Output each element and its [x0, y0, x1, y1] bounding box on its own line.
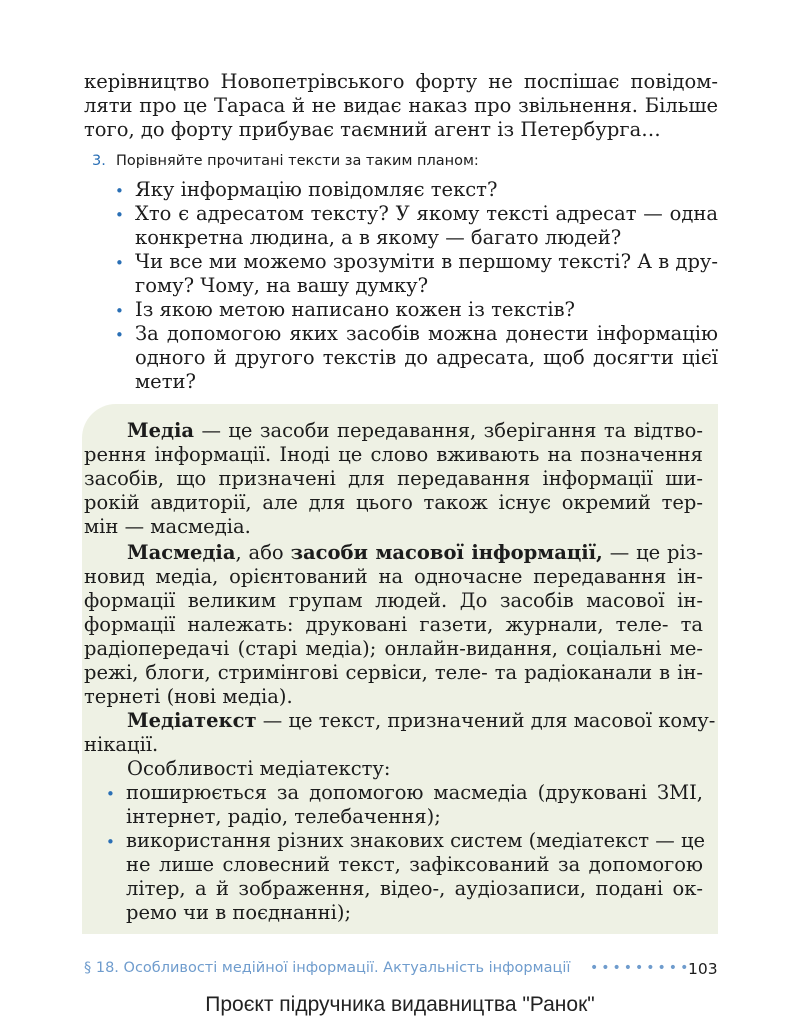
- intro-line: того, до форту прибуває таємний агент із Петербурга…: [84, 118, 661, 141]
- term-massmedia: Масмедіа: [127, 541, 236, 564]
- task-instruction: Порівняйте прочитані тексти за таким планом:: [116, 153, 479, 169]
- term-mass-media-means: засоби масової інформації,: [290, 541, 603, 564]
- bullet-icon: •: [106, 833, 115, 851]
- footer-dot-leader: •••••••••: [590, 960, 692, 976]
- bullet-icon: •: [115, 326, 124, 344]
- term-media: Медіа: [127, 419, 195, 442]
- definition-text: , або: [235, 541, 291, 564]
- massmedia-definition-line: тернеті (нові медіа).: [84, 685, 293, 708]
- bullet-icon: •: [106, 785, 115, 803]
- bullet-icon: •: [115, 182, 124, 200]
- media-definition-line: [127, 419, 703, 443]
- publisher-caption: Проєкт підручника видавництва "Ранок": [205, 993, 595, 1016]
- media-definition-line: мін — масмедіа.: [84, 515, 251, 538]
- features-heading: Особливості медіатексту:: [127, 757, 391, 780]
- definition-text: — це текст, призначений для масової кому-: [256, 709, 716, 732]
- definition-text: — це різ-: [602, 541, 704, 564]
- question-item-cont: гому? Чому, на вашу думку?: [135, 274, 429, 297]
- feature-item-cont: не лише словесний текст, зафіксований за допомогою: [126, 853, 703, 876]
- massmedia-definition-line: новид медіа, орієнтований на одночасне передавання ін-: [84, 565, 703, 588]
- bullet-icon: •: [115, 206, 124, 224]
- massmedia-definition-line: режі, блоги, стримінгові сервіси, теле- та радіоканали в ін-: [84, 661, 703, 684]
- question-item-cont: одного й другого текстів до адресата, щоб досягти цієї: [135, 346, 718, 369]
- feature-item: поширюється за допомогою масмедіа (друковані ЗМІ,: [126, 781, 703, 804]
- bullet-icon: •: [115, 254, 124, 272]
- feature-item: використання різних знакових систем (медіатекст — це: [126, 829, 706, 852]
- media-definition-line: рокій авдиторії, але для цього також існує окремий тер-: [84, 491, 703, 514]
- media-definition-line: рення інформації. Іноді це слово вживають на позначення: [84, 443, 703, 466]
- definition-text: — це засоби передавання, зберігання та відтво-: [194, 419, 703, 442]
- feature-item-cont: інтернет, радіо, телебачення);: [126, 805, 441, 828]
- massmedia-definition-line: [127, 541, 703, 565]
- bullet-icon: •: [115, 302, 124, 320]
- feature-item-cont: літер, а й зображення, відео-, аудіозаписи, подані ок-: [126, 877, 703, 900]
- task-number: 3.: [92, 153, 106, 169]
- question-item-cont: конкретна людина, а в якому — багато людей?: [135, 226, 622, 249]
- mediatext-definition-line: [127, 709, 716, 733]
- term-mediatext: Медіатекст: [127, 709, 257, 732]
- massmedia-definition-line: формації належать: друковані газети, журнали, теле- та: [84, 613, 703, 636]
- question-item: Чи все ми можемо зрозуміти в першому тексті? А в дру-: [135, 250, 718, 273]
- question-item: Яку інформацію повідомляє текст?: [135, 178, 498, 201]
- massmedia-definition-line: формації великим групам людей. До засобів масової ін-: [84, 589, 703, 612]
- mediatext-definition-line: нікації.: [84, 733, 159, 756]
- intro-line: ляти про це Тараса й не видає наказ про звільнення. Більше: [84, 94, 718, 117]
- question-item: Хто є адресатом тексту? У якому тексті адресат — одна: [135, 202, 718, 225]
- question-item: Із якою метою написано кожен із текстів?: [135, 298, 576, 321]
- media-definition-line: засобів, що призначені для передавання інформації ши-: [84, 467, 703, 490]
- intro-line: керівництво Новопетрівського форту не поспішає повідом-: [84, 70, 718, 93]
- massmedia-definition-line: радіопередачі (старі медіа); онлайн-видання, соціальні ме-: [84, 637, 703, 660]
- question-item-cont: мети?: [135, 370, 196, 393]
- question-item: За допомогою яких засобів можна донести інформацію: [135, 322, 718, 345]
- running-footer-section: § 18. Особливості медійної інформації. Актуальність інформації: [84, 960, 571, 976]
- feature-item-cont: ремо чи в поєднанні);: [126, 901, 352, 924]
- page-number: 103: [688, 960, 718, 978]
